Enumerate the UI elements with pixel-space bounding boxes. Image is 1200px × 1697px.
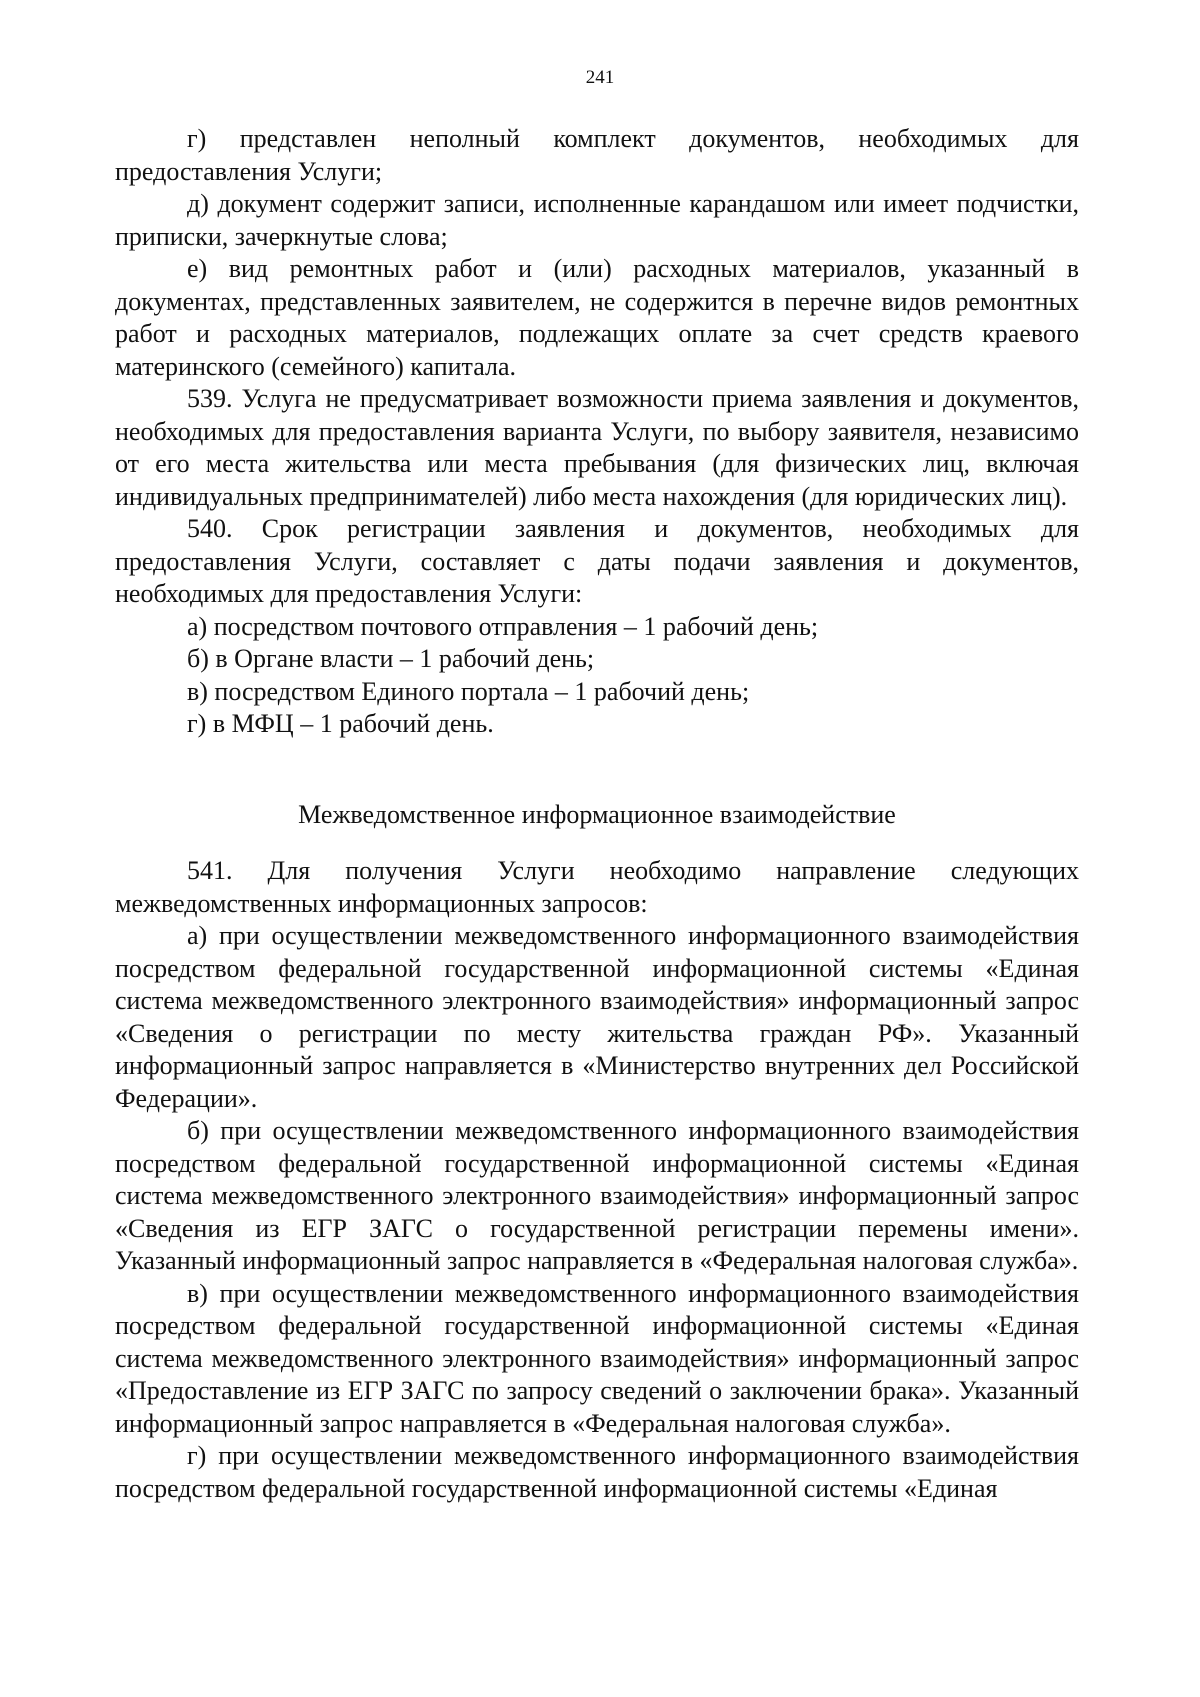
paragraph-540: 540. Срок регистрации заявления и документов, необходимых для предоставления Услуги, составляет с даты подачи заявления и документов, необходимых для предоставления Услуги:: [115, 514, 1079, 608]
document-body: [115, 123, 1079, 1505]
list-item-portal: в) посредством Единого портала – 1 рабочий день;: [187, 676, 750, 706]
paragraph-541: 541. Для получения Услуги необходимо направление следующих межведомственных информационных запросов:: [115, 856, 1079, 918]
paragraph-539: 539. Услуга не предусматривает возможности приема заявления и документов, необходимых для предоставления варианта Услуги, по выбору заявителя, независимо от его места жительства или места пребывания (для физических лиц, включая индивидуальных предпринимателей) либо места нахождения (для юридических лиц).: [115, 384, 1079, 511]
paragraph-request-name-change: б) при осуществлении межведомственного информационного взаимодействия посредством федеральной государственной информационной системы «Единая система межведомственного электронного взаимодействия» информационный запрос «Сведения из ЕГР ЗАГС о государственной регистрации перемены имени». Указанный информационный запрос направляется в «Федеральная налоговая служба».: [115, 1116, 1079, 1275]
section-heading: Межведомственное информационное взаимодействие: [298, 799, 896, 829]
spacer: [115, 831, 1079, 855]
paragraph-request-mvd: а) при осуществлении межведомственного информационного взаимодействия посредством федеральной государственной информационной системы «Единая система межведомственного электронного взаимодействия» информационный запрос «Сведения о регистрации по месту жительства граждан РФ». Указанный информационный запрос направляется в «Министерство внутренних дел Российской Федерации».: [115, 921, 1079, 1113]
list-item-authority: б) в Органе власти – 1 рабочий день;: [187, 644, 595, 673]
paragraph-request-marriage: в) при осуществлении межведомственного информационного взаимодействия посредством федеральной государственной информационной системы «Единая система межведомственного электронного взаимодействия» информационный запрос «Предоставление из ЕГР ЗАГС по запросу сведений о заключении брака». Указанный информационный запрос направляется в «Федеральная налоговая служба».: [115, 1278, 1079, 1438]
paragraph-pencil-records: д) документ содержит записи, исполненные карандашом или имеет подчистки, приписки, зачеркнутые слова;: [115, 189, 1079, 251]
paragraph-incomplete-documents: г) представлен неполный комплект документов, необходимых для предоставления Услуги;: [115, 124, 1079, 186]
paragraph-repair-types: е) вид ремонтных работ и (или) расходных материалов, указанный в документах, представленных заявителем, не содержится в перечне видов ремонтных работ и расходных материалов, подлежащих оплате за счет средств краевого материнского (семейного) капитала.: [115, 254, 1079, 381]
paragraph-request-continued: г) при осуществлении межведомственного информационного взаимодействия посредством федеральной государственной информационной системы «Единая: [115, 1441, 1079, 1503]
page-number: 241: [585, 67, 615, 88]
list-item-postal: а) посредством почтового отправления – 1 рабочий день;: [187, 611, 819, 641]
spacer: [115, 741, 1079, 799]
list-item-mfc: г) в МФЦ – 1 рабочий день.: [187, 709, 494, 738]
